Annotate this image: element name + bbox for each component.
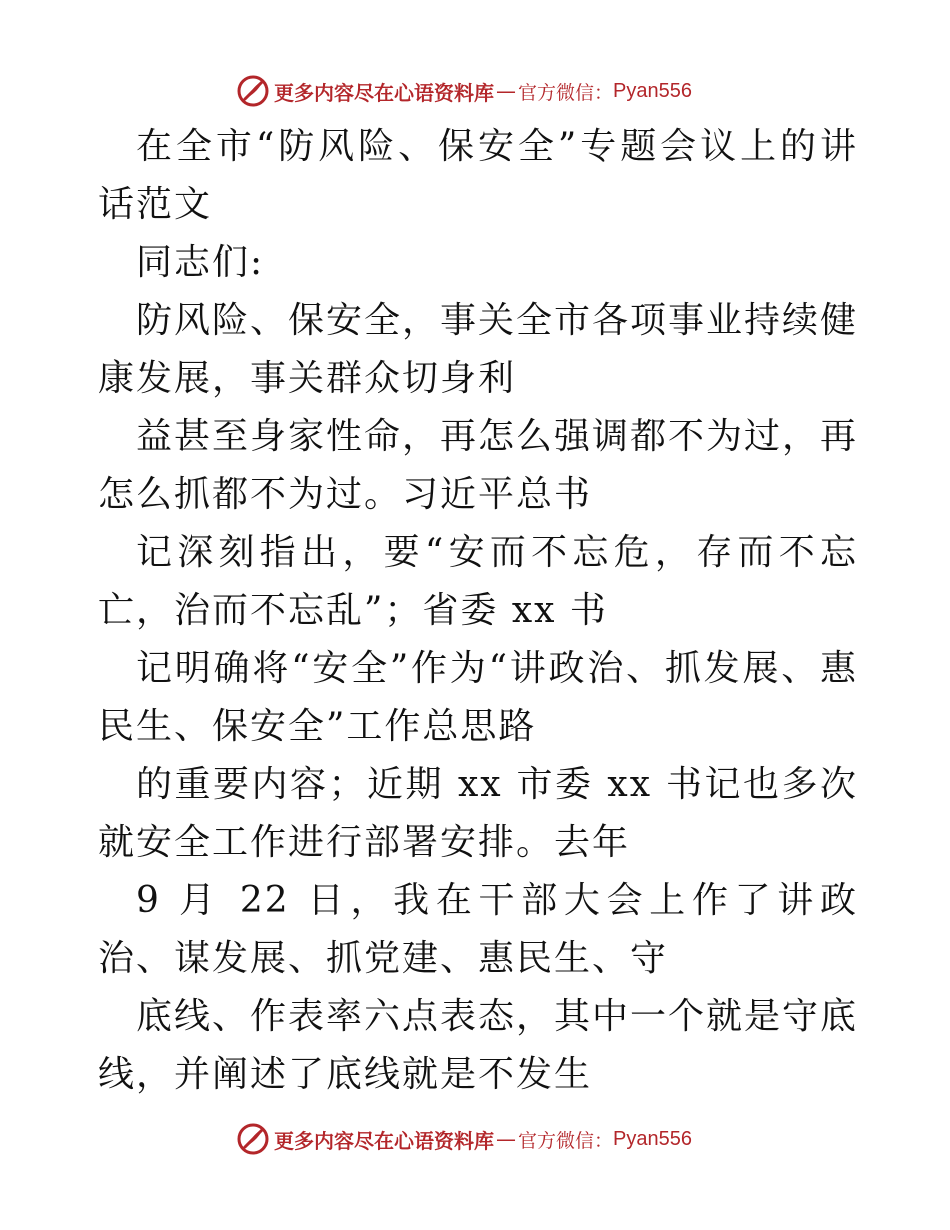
footer-watermark — [236, 1121, 692, 1157]
feather-logo-icon — [236, 74, 270, 108]
watermark-title: 更多内容尽在心语资料库 — [274, 1128, 494, 1153]
document-title: 在全市“防风险、保安全”专题会议上的讲话范文 — [98, 126, 858, 225]
salutation: 同志们: — [136, 242, 265, 283]
watermark-wechat-id: Pyan556 — [613, 1127, 692, 1150]
body-paragraph: 益甚至身家性命，再怎么强调都不为过，再怎么抓都不为过。习近平总书 — [98, 416, 859, 515]
body-paragraph: 记深刻指出，要“安而不忘危，存而不忘亡，治而不忘乱”；省委 xx 书 — [98, 532, 858, 631]
watermark-wechat-id: Pyan556 — [613, 79, 692, 102]
body-paragraph: 9 月 22 日，我在干部大会上作了讲政治、谋发展、抓党建、惠民生、守 — [98, 880, 858, 979]
document-body — [98, 118, 858, 1104]
header-watermark — [236, 73, 692, 109]
body-paragraph: 记明确将“安全”作为“讲政治、抓发展、惠民生、保安全”工作总思路 — [98, 648, 858, 747]
body-paragraph: 防风险、保安全，事关全市各项事业持续健康发展，事关群众切身利 — [98, 300, 859, 399]
body-paragraph: 底线、作表率六点表态，其中一个就是守底线，并阐述了底线就是不发生 — [98, 996, 859, 1095]
watermark-dash: — — [496, 79, 516, 103]
watermark-dash: — — [496, 1127, 516, 1151]
body-paragraph: 的重要内容；近期 xx 市委 xx 书记也多次就安全工作进行部署安排。去年 — [98, 764, 858, 863]
watermark-title: 更多内容尽在心语资料库 — [274, 80, 494, 105]
watermark-wechat-label: 官方微信： — [518, 81, 614, 104]
watermark-wechat-label: 官方微信： — [518, 1129, 614, 1152]
feather-logo-icon — [236, 1122, 270, 1156]
